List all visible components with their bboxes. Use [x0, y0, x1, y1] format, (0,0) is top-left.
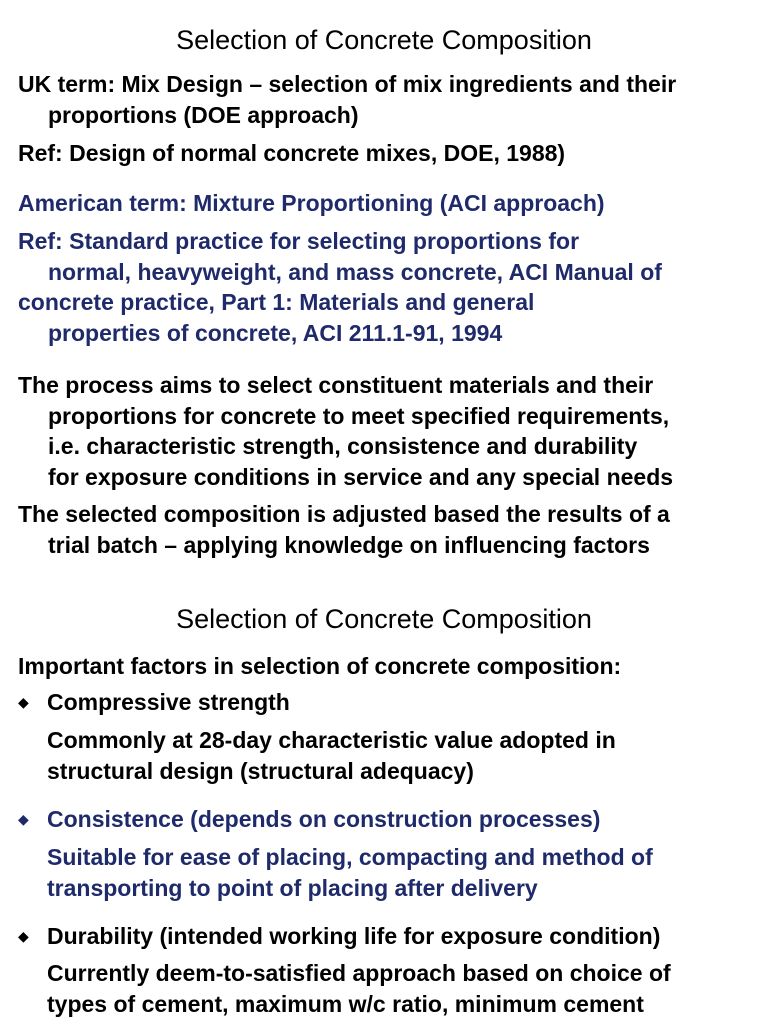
adjust-paragraph	[18, 499, 758, 560]
factor-detail-line-2: structural design (structural adequacy)	[47, 757, 474, 784]
uk-term-line-2: proportions (DOE approach)	[48, 101, 359, 128]
diamond-bullet-icon: ◆	[18, 694, 29, 710]
factor-detail-line-1: Currently deem-to-satisfied approach based on choice of	[47, 960, 671, 986]
us-ref-line-3: concrete practice, Part 1: Materials and general	[18, 289, 535, 315]
factors-intro-line: Important factors in selection of concrete composition:	[18, 653, 622, 679]
process-paragraph	[18, 370, 758, 492]
us-ref-line-2: normal, heavyweight, and mass concrete, ACI Manual of	[48, 258, 662, 285]
adjust-line-1: The selected composition is adjusted based the results of a	[18, 501, 670, 527]
adjust-line-2: trial batch – applying knowledge on influencing factors	[48, 531, 650, 558]
us-term-line: American term: Mixture Proportioning (ACI approach)	[18, 190, 605, 216]
uk-ref-paragraph	[18, 138, 758, 169]
factor-durability	[18, 921, 758, 952]
factor-heading: Compressive strength	[47, 689, 290, 715]
slide-1-title: Selection of Concrete Composition	[176, 25, 592, 55]
factor-detail	[47, 958, 747, 1019]
factor-detail	[47, 725, 747, 786]
factor-heading: Consistence (depends on construction processes)	[47, 806, 601, 832]
us-ref-line-1: Ref: Standard practice for selecting proportions for	[18, 228, 580, 254]
uk-term-line-1: UK term: Mix Design – selection of mix ingredients and their	[18, 71, 677, 97]
factor-detail-line-2: types of cement, maximum w/c ratio, minimum cement	[47, 990, 644, 1017]
factor-compressive-strength	[18, 687, 758, 718]
factors-intro	[18, 651, 758, 682]
uk-ref-line: Ref: Design of normal concrete mixes, DOE, 1988)	[18, 140, 566, 166]
process-line-2: proportions for concrete to meet specified requirements,	[48, 402, 670, 429]
us-ref-paragraph	[18, 226, 758, 348]
factor-heading: Durability (intended working life for exposure condition)	[47, 923, 661, 949]
uk-term-paragraph	[18, 69, 758, 130]
process-line-1: The process aims to select constituent materials and their	[18, 372, 654, 398]
factor-detail-line-1: Suitable for ease of placing, compacting and method of	[47, 844, 653, 870]
factor-consistence	[18, 804, 758, 835]
factor-detail-line-1: Commonly at 28-day characteristic value adopted in	[47, 727, 616, 753]
diamond-bullet-icon: ◆	[18, 928, 29, 944]
process-line-3: i.e. characteristic strength, consistence and durability	[48, 433, 638, 459]
us-ref-line-4: properties of concrete, ACI 211.1-91, 1994	[48, 319, 503, 346]
factor-detail	[47, 842, 747, 903]
slide-2-title: Selection of Concrete Composition	[176, 604, 592, 634]
diamond-bullet-icon: ◆	[18, 811, 29, 827]
factor-detail-line-2: transporting to point of placing after delivery	[47, 874, 538, 901]
us-term-paragraph	[18, 188, 758, 219]
process-line-4: for exposure conditions in service and any special needs	[48, 463, 674, 490]
